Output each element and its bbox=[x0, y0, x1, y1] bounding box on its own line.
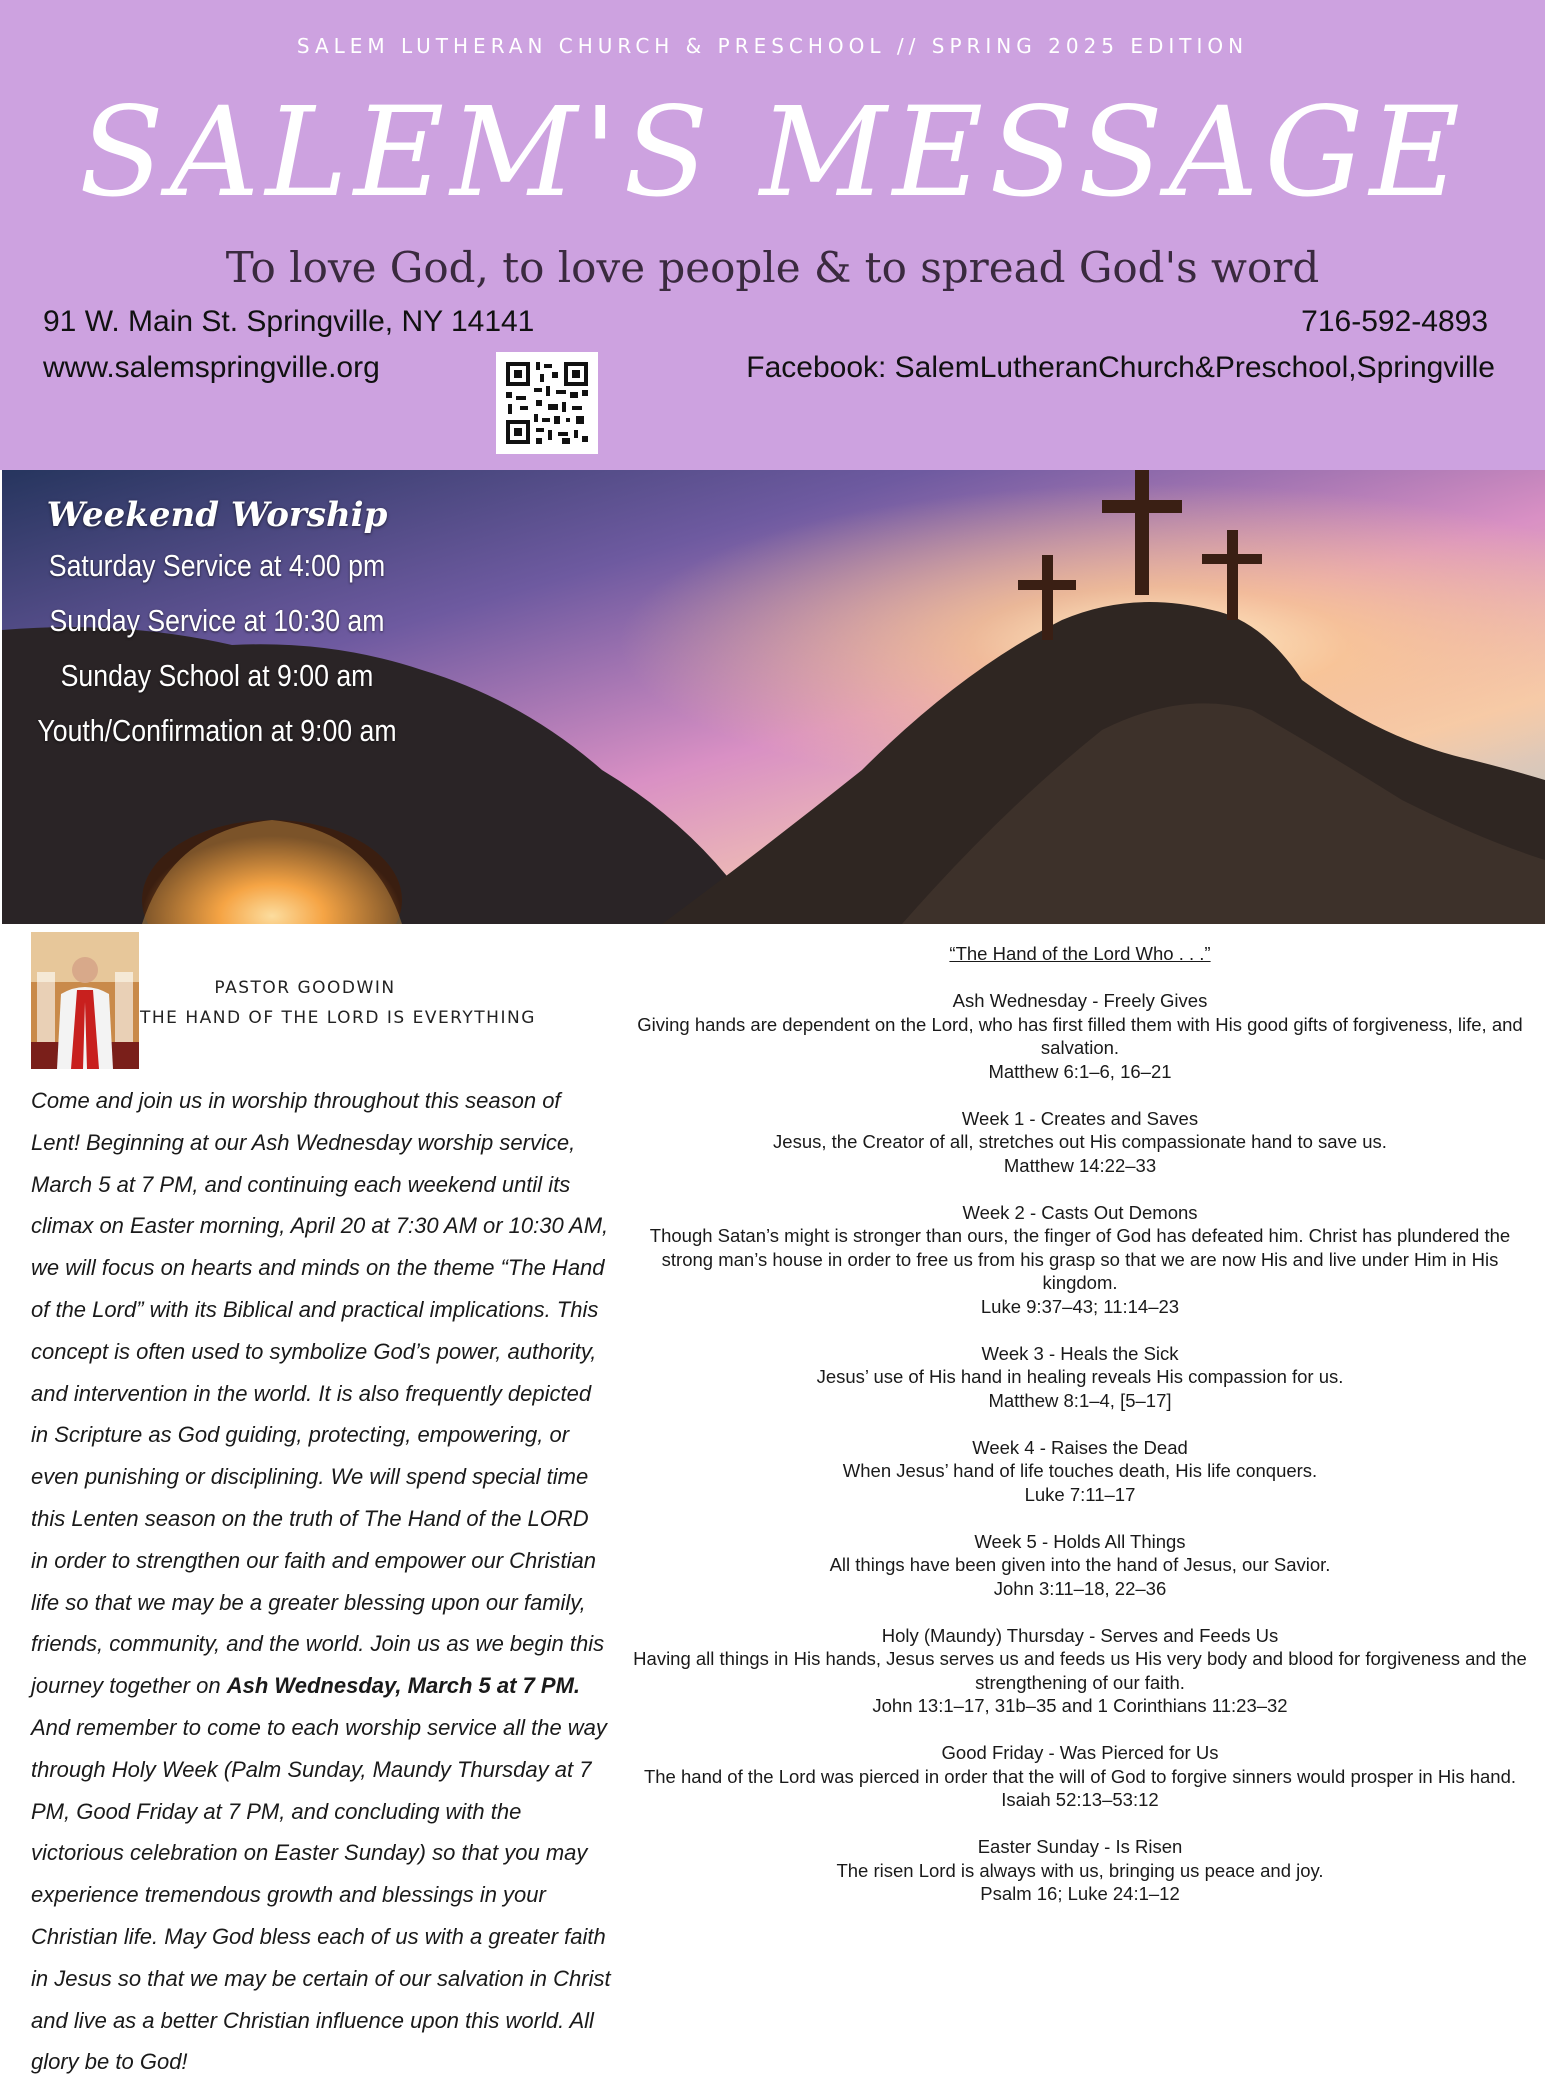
edition-line: SALEM LUTHERAN CHURCH & PRESCHOOL // SPRING 2025 EDITION bbox=[296, 34, 1249, 58]
pastor-letter bbox=[31, 1080, 611, 2083]
website-link[interactable]: www.salemspringville.org bbox=[43, 351, 380, 384]
entry-text: Giving hands are dependent on the Lord, who has first filled them with His good gifts of forgiveness, life, and salvation. bbox=[637, 1013, 1523, 1058]
entry-text: Jesus, the Creator of all, stretches out His compassionate hand to save us. bbox=[773, 1131, 1387, 1152]
entry-heading: Week 1 - Creates and Saves bbox=[961, 1107, 1199, 1129]
series-entry bbox=[630, 1201, 1530, 1319]
entry-heading: Week 5 - Holds All Things bbox=[974, 1530, 1186, 1552]
masthead-banner bbox=[0, 0, 1545, 470]
entry-text: All things have been given into the hand of Jesus, our Savior. bbox=[829, 1554, 1331, 1575]
entry-reference: Luke 7:11–17 bbox=[1024, 1483, 1136, 1505]
series-entry bbox=[630, 1835, 1530, 1906]
series-entry bbox=[630, 1530, 1530, 1601]
entry-reference: John 3:11–18, 22–36 bbox=[993, 1577, 1167, 1599]
service-time: Sunday School at 9:00 am bbox=[60, 658, 374, 693]
entry-text: The risen Lord is always with us, bringing us peace and joy. bbox=[836, 1859, 1324, 1881]
series-title: “The Hand of the Lord Who . . .” bbox=[949, 943, 1211, 964]
letter-text: Come and join us in worship throughout this season of Lent! Beginning at our Ash Wednesday worship service, March 5 at 7 PM, and continuing each weekend until its climax on Easter morning, April 20 at 7:30 AM or 10:30 AM, we will focus on hearts and minds on the theme “The Hand of the Lord” with its Biblical and practical implications. This concept is often used to symbolize God’s power, authority, and intervention in the world. It is also frequently depicted in Scripture as God guiding, protecting, empowering, or even punishing or disciplining. We will spend special time this Lenten season on the truth of The Hand of the LORD in order to strengthen our faith and empower our Christian life so that we may be a greater blessing upon our family, friends, community, and the world. Join us as we begin this journey together on bbox=[31, 1088, 609, 1699]
entry-reference: Luke 9:37–43; 11:14–23 bbox=[980, 1295, 1180, 1317]
pastor-name: PASTOR GOODWIN bbox=[214, 978, 396, 998]
series-entry bbox=[630, 1107, 1530, 1178]
lenten-series bbox=[630, 942, 1530, 1906]
entry-heading: Good Friday - Was Pierced for Us bbox=[941, 1742, 1219, 1763]
worship-title: Weekend Worship bbox=[46, 495, 388, 535]
entry-heading: Week 2 - Casts Out Demons bbox=[962, 1201, 1198, 1223]
facebook-link[interactable]: Facebook: SalemLutheranChurch&Preschool,Springville bbox=[746, 351, 1495, 384]
entry-text: The hand of the Lord was pierced in order that the will of God to forgive sinners would prosper in His hand. bbox=[643, 1765, 1517, 1787]
series-entry bbox=[630, 989, 1530, 1083]
entry-reference: Psalm 16; Luke 24:1–12 bbox=[980, 1883, 1180, 1904]
entry-text: When Jesus’ hand of life touches death, His life conquers. bbox=[842, 1460, 1318, 1481]
church-address: 91 W. Main St. Springville, NY 14141 bbox=[43, 305, 535, 338]
entry-text: Jesus’ use of His hand in healing reveals His compassion for us. bbox=[816, 1366, 1344, 1387]
qr-code[interactable] bbox=[496, 352, 598, 454]
series-entry bbox=[630, 1342, 1530, 1413]
service-time: Saturday Service at 4:00 pm bbox=[48, 548, 386, 583]
series-entry bbox=[630, 1436, 1530, 1507]
entry-text: Having all things in His hands, Jesus serves us and feeds us His very body and blood for forgiveness and the strengthening of our faith. bbox=[633, 1648, 1527, 1693]
entry-reference: Matthew 14:22–33 bbox=[1003, 1154, 1157, 1176]
pastor-portrait-icon bbox=[31, 932, 139, 1069]
series-entry bbox=[630, 1741, 1530, 1812]
series-entry bbox=[630, 1624, 1530, 1718]
entry-reference: Isaiah 52:13–53:12 bbox=[1001, 1789, 1159, 1810]
entry-heading: Ash Wednesday - Freely Gives bbox=[952, 990, 1208, 1011]
entry-heading: Easter Sunday - Is Risen bbox=[977, 1836, 1183, 1857]
qr-code-icon bbox=[496, 352, 598, 454]
entry-heading: Holy (Maundy) Thursday - Serves and Feeds Us bbox=[881, 1624, 1279, 1646]
entry-reference: Matthew 8:1–4, [5–17] bbox=[988, 1389, 1172, 1411]
service-time: Sunday Service at 10:30 am bbox=[49, 603, 385, 638]
newsletter-title: SALEM'S MESSAGE bbox=[78, 81, 1467, 225]
entry-text: Though Satan’s might is stronger than ours, the finger of God has defeated him. Christ has plundered the strong man’s house in order to free us from his grasp so that we are now His and live under Him in His kingdom. bbox=[649, 1225, 1511, 1293]
entry-reference: John 13:1–17, 31b–35 and 1 Corinthians 11:23–32 bbox=[872, 1695, 1288, 1716]
entry-heading: Week 3 - Heals the Sick bbox=[981, 1342, 1179, 1364]
letter-text: And remember to come to each worship service all the way through Holy Week (Palm Sunday, Maundy Thursday at 7 PM, Good Friday at 7 PM, and concluding with the victorious celebration on Easter Sunday) so that you may experience tremendous growth and blessings in your Christian life. May God bless each of us with a greater faith in Jesus so that we may be certain of our salvation in Christ and live as a better Christian influence upon this world. All glory be to God! bbox=[31, 1714, 611, 2075]
service-time: Youth/Confirmation at 9:00 am bbox=[37, 713, 397, 748]
pastor-photo bbox=[31, 932, 139, 1069]
entry-reference: Matthew 6:1–6, 16–21 bbox=[988, 1060, 1172, 1082]
entry-heading: Week 4 - Raises the Dead bbox=[972, 1436, 1188, 1458]
phone-number: 716-592-4893 bbox=[1301, 305, 1488, 338]
weekend-worship-box bbox=[2, 492, 432, 758]
mission-tagline: To love God, to love people & to spread God's word bbox=[225, 243, 1320, 292]
easter-hero-image bbox=[2, 470, 1545, 924]
article-title: THE HAND OF THE LORD IS EVERYTHING bbox=[140, 1008, 536, 1028]
letter-emphasis: Ash Wednesday, March 5 at 7 PM. bbox=[226, 1673, 581, 1699]
